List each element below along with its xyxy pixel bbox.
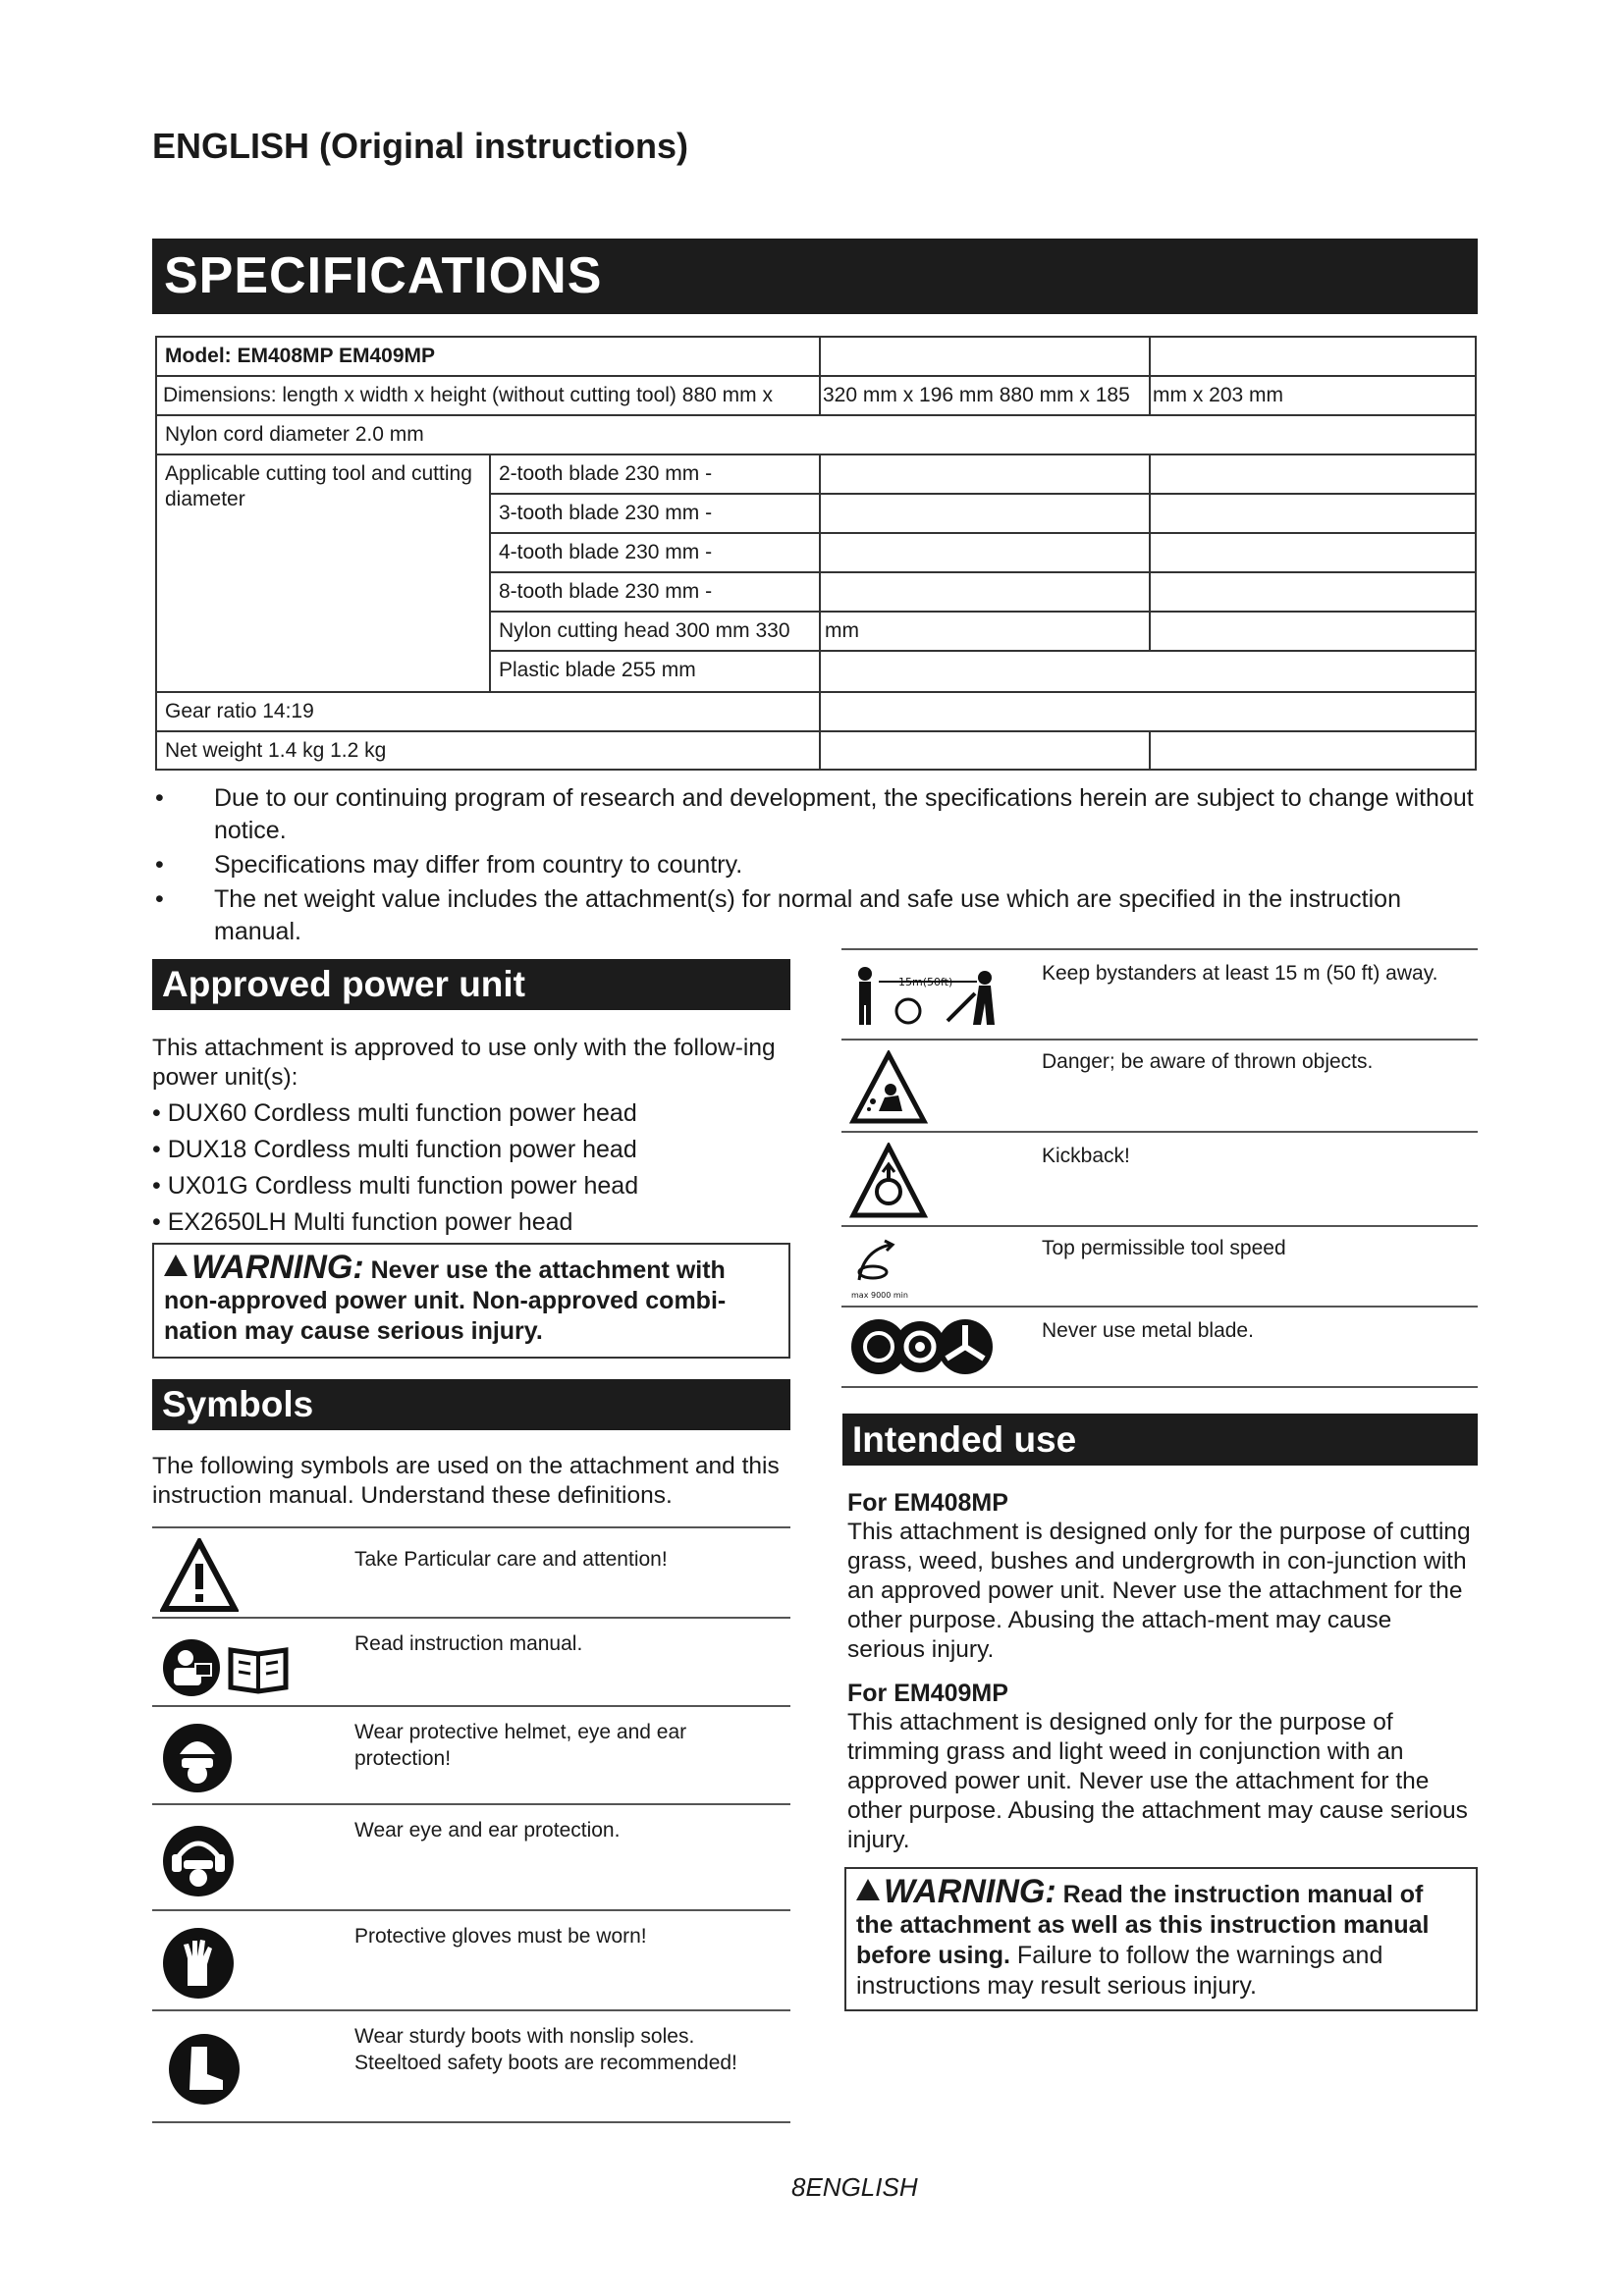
specifications-banner: SPECIFICATIONS	[152, 239, 1478, 314]
bystander-distance-label: 15m(50ft)	[898, 976, 953, 988]
caution-triangle-icon	[160, 1538, 239, 1613]
intended-use-model-heading: For EM409MP	[847, 1680, 1008, 1707]
spec-cutting-tool-cell: Plastic blade 255 mm	[489, 650, 821, 693]
symbol-row	[152, 1909, 790, 2011]
spec-cutting-tool-cell: 3-tooth blade 230 mm -	[489, 493, 821, 534]
kickback-icon	[849, 1143, 928, 1221]
spec-dimensions-text: 320 mm x 196 mm 880 mm x 185	[823, 384, 1130, 406]
specifications-table	[155, 336, 1477, 771]
symbol-description: Keep bystanders at least 15 m (50 ft) away.	[1042, 962, 1438, 985]
list-item: • UX01G Cordless multi function power head	[152, 1172, 639, 1200]
spec-nylon-cord-cell: Nylon cord diameter 2.0 mm	[155, 414, 1477, 455]
symbol-row	[152, 1705, 790, 1805]
intended-use-model-heading: For EM408MP	[847, 1489, 1008, 1517]
spec-empty-cell	[1149, 336, 1477, 377]
warning-label: WARNING:	[884, 1873, 1056, 1910]
spec-empty-cell	[1149, 730, 1477, 771]
approved-power-unit-intro: This attachment is approved to use only with the follow-ing power unit(s):	[152, 1035, 776, 1091]
symbol-row	[841, 1131, 1478, 1227]
symbol-row	[152, 1617, 790, 1707]
note-item: • Due to our continuing program of research and development, the specifications herein are subject to change without notice.	[155, 784, 1474, 844]
symbol-description: Wear sturdy boots with nonslip soles. Steeltoed safety boots are recommended!	[354, 2025, 737, 2074]
symbol-row	[152, 1803, 790, 1911]
approved-unit-warning-box	[152, 1243, 790, 1359]
spec-cutting-tool-cell: 2-tooth blade 230 mm -	[489, 454, 821, 495]
intended-use-banner: Intended use	[842, 1414, 1478, 1466]
spec-model-cell: Model: EM408MP EM409MP	[155, 336, 821, 377]
intended-use-text: This attachment is designed only for the purpose of cutting grass, weed, bushes and undergrowth in con-junction with an approved power unit. Never use the attachment for the other purpose. Abusing the attach-ment may cause serious injury.	[847, 1519, 1471, 1663]
spec-cutting-tool-label: Applicable cutting tool and cutting diameter	[155, 454, 491, 693]
spec-empty-cell	[819, 730, 1151, 771]
spec-empty-cell	[819, 650, 1477, 693]
symbols-banner: Symbols	[152, 1379, 790, 1430]
symbol-description: Never use metal blade.	[1042, 1319, 1254, 1342]
intended-use-warning-box	[844, 1867, 1478, 2011]
spec-empty-cell	[819, 454, 1151, 495]
symbol-row	[841, 1225, 1478, 1308]
spec-cutting-tool-cell: 4-tooth blade 230 mm -	[489, 532, 821, 573]
warning-text: Never use the attachment with non-approved power unit. Non-approved combi-nation may cause serious injury.	[164, 1256, 727, 1345]
tool-speed-icon	[849, 1237, 932, 1302]
gloves-icon	[160, 1925, 237, 2002]
spec-cutting-tool-cell: Nylon cutting head 300 mm 330	[489, 611, 821, 652]
tool-speed-label: max 9000 min	[851, 1291, 908, 1300]
symbol-row	[152, 2009, 790, 2119]
symbols-intro: The following symbols are used on the attachment and this instruction manual. Understand these definitions.	[152, 1453, 780, 1509]
document-language-title: ENGLISH (Original instructions)	[152, 126, 689, 166]
symbol-description: Take Particular care and attention!	[354, 1548, 668, 1571]
warning-label: WARNING:	[191, 1249, 364, 1286]
spec-empty-cell	[1149, 454, 1477, 495]
table-divider	[152, 2121, 790, 2123]
symbol-description: Wear eye and ear protection.	[354, 1819, 621, 1842]
symbol-description: Danger; be aware of thrown objects.	[1042, 1050, 1374, 1073]
symbol-description: Read instruction manual.	[354, 1632, 583, 1655]
symbol-row	[841, 948, 1478, 1041]
spec-dimensions-text: Dimensions: length x width x height (without cutting tool) 880 mm x	[163, 384, 773, 406]
specification-notes	[155, 782, 1481, 950]
spec-cutting-tool-cell: 8-tooth blade 230 mm -	[489, 571, 821, 613]
warning-icon	[856, 1879, 880, 1900]
spec-net-weight-cell: Net weight 1.4 kg 1.2 kg	[155, 730, 821, 771]
spec-dimensions-text: mm x 203 mm	[1153, 384, 1284, 406]
symbol-row	[841, 1039, 1478, 1133]
warning-text: Failure to follow the warnings and instructions may result serious injury.	[856, 1942, 1383, 2000]
symbols-table-right	[841, 948, 1478, 1388]
spec-nylon-head-overflow: mm	[825, 619, 859, 642]
note-item: • Specifications may differ from country to country.	[155, 851, 743, 879]
boots-icon	[166, 2031, 243, 2108]
symbol-description: Protective gloves must be worn!	[354, 1925, 647, 1948]
warning-text-bold: Read the instruction manual of the attachment as well as this instruction manual before using.	[856, 1881, 1430, 1969]
spec-empty-cell	[819, 611, 1151, 652]
symbol-row	[841, 1306, 1478, 1386]
bystanders-distance-icon	[849, 960, 1006, 1035]
spec-empty-cell	[819, 532, 1151, 573]
thrown-objects-icon	[849, 1050, 928, 1125]
read-manual-icon	[160, 1636, 307, 1699]
eye-ear-protection-icon	[160, 1823, 237, 1899]
spec-empty-cell	[1149, 532, 1477, 573]
table-divider	[841, 1386, 1478, 1388]
symbol-description: Wear protective helmet, eye and ear protection!	[354, 1721, 687, 1770]
spec-empty-cell	[819, 493, 1151, 534]
symbol-row	[152, 1526, 790, 1619]
symbol-description: Kickback!	[1042, 1145, 1130, 1167]
page-footer: 8ENGLISH	[791, 2172, 918, 2202]
no-metal-blade-icon	[849, 1315, 997, 1378]
approved-power-unit-list	[152, 1095, 790, 1241]
spec-empty-cell	[819, 571, 1151, 613]
spec-empty-cell	[1149, 611, 1477, 652]
symbol-description: Top permissible tool speed	[1042, 1237, 1286, 1259]
spec-gear-ratio-cell: Gear ratio 14:19	[155, 691, 821, 732]
warning-icon	[164, 1255, 188, 1276]
intended-use-text: This attachment is designed only for the purpose of trimming grass and light weed in conjunction with an approved power unit. Never use the attachment for the other purpose. Abusing the attachment may cause serious injury.	[847, 1709, 1468, 1853]
spec-empty-cell	[819, 691, 1477, 732]
symbols-table-left	[152, 1526, 790, 2125]
spec-empty-cell	[1149, 571, 1477, 613]
approved-power-unit-banner: Approved power unit	[152, 959, 790, 1010]
spec-empty-cell	[819, 336, 1151, 377]
list-item: • DUX60 Cordless multi function power head	[152, 1099, 637, 1127]
helmet-eye-ear-protection-icon	[160, 1721, 235, 1795]
list-item: • DUX18 Cordless multi function power head	[152, 1136, 637, 1163]
list-item: • EX2650LH Multi function power head	[152, 1208, 573, 1236]
spec-empty-cell	[1149, 493, 1477, 534]
note-item: • The net weight value includes the attachment(s) for normal and safe use which are specified in the instruction manual.	[155, 885, 1401, 945]
